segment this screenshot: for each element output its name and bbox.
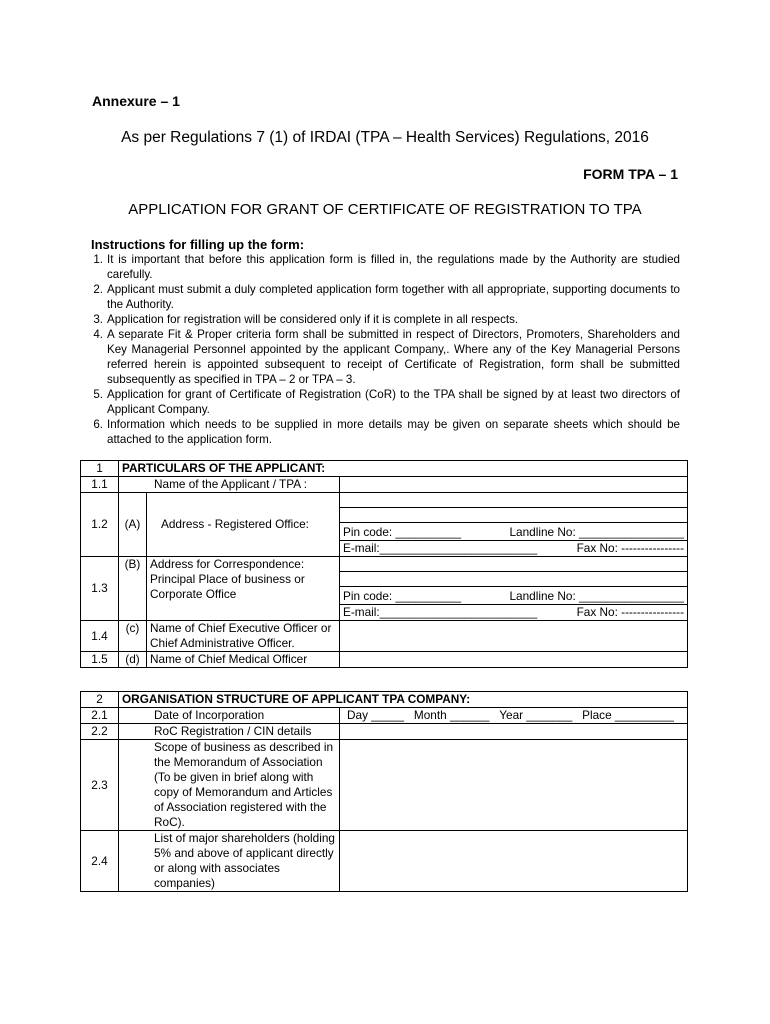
fax-field[interactable]: Fax No: ---------------- <box>576 605 684 619</box>
applicant-particulars-table <box>80 460 688 668</box>
correspondence-address-line-2[interactable] <box>340 572 688 587</box>
list-item <box>80 417 680 447</box>
correspondence-pin-landline[interactable] <box>340 587 688 605</box>
row-number: 2.3 <box>81 740 119 831</box>
row-sub-label: (c) <box>119 621 147 652</box>
correspondence-email-fax[interactable] <box>340 605 688 621</box>
fax-field[interactable]: Fax No: ---------------- <box>576 541 684 555</box>
item-number: 6. <box>93 418 103 431</box>
day-field[interactable]: Day _____ <box>347 708 405 722</box>
place-field[interactable]: Place _________ <box>582 708 674 722</box>
list-item <box>80 327 680 387</box>
table-row <box>81 493 688 508</box>
field-label: Address - Registered Office: <box>147 493 340 557</box>
item-number: 3. <box>93 313 103 326</box>
row-sub-label: (A) <box>119 493 147 557</box>
field-label: RoC Registration / CIN details <box>119 724 340 740</box>
field-label: Scope of business as described in the Memorandum of Association (To be given in brief along with copy of Memorandum and Articles of Association registered with the RoC). <box>119 740 340 831</box>
item-number: 5. <box>93 388 103 401</box>
cmo-name-input[interactable] <box>340 652 688 668</box>
row-number: 1.1 <box>81 477 119 493</box>
row-number: 2.1 <box>81 708 119 724</box>
landline-field[interactable]: Landline No: ________________ <box>509 589 684 603</box>
item-number: 1. <box>93 253 103 266</box>
annexure-label: Annexure – 1 <box>92 93 180 109</box>
email-field[interactable]: E-mail:________________________ <box>343 605 538 619</box>
table-row <box>81 477 688 493</box>
instructions-heading: Instructions for filling up the form: <box>91 237 305 252</box>
row-number: 2.2 <box>81 724 119 740</box>
row-number: 1.5 <box>81 652 119 668</box>
section-number: 1 <box>81 461 119 477</box>
item-number: 2. <box>93 283 103 296</box>
item-text: Applicant must submit a duly completed application form together with all appropriate, supporting documents to the Authority. <box>107 283 680 311</box>
page-title: APPLICATION FOR GRANT OF CERTIFICATE OF REGISTRATION TO TPA <box>128 201 642 218</box>
roc-details-input[interactable] <box>340 724 688 740</box>
major-shareholders-input[interactable] <box>340 831 688 892</box>
row-number: 1.4 <box>81 621 119 652</box>
list-item <box>80 282 680 312</box>
row-sub-label: (B) <box>119 557 147 621</box>
section-header-row <box>81 692 688 708</box>
table-row <box>81 557 688 572</box>
item-text: It is important that before this application form is filled in, the regulations made by the Authority are studied carefully. <box>107 253 680 281</box>
registered-email-fax[interactable] <box>340 541 688 557</box>
table-row <box>81 831 688 892</box>
organisation-structure-table <box>80 691 688 892</box>
landline-field[interactable]: Landline No: ________________ <box>509 525 684 539</box>
item-text: Application for grant of Certificate of Registration (CoR) to the TPA shall be signed by at least two directors of Applicant Company. <box>107 388 680 416</box>
list-item <box>80 312 680 327</box>
item-text: A separate Fit & Proper criteria form shall be submitted in respect of Directors, Promoters, Shareholders and Key Managerial Personnel appointed by the applicant Company,. Where any of the Key Managerial Persons referred herein is appointed subsequent to receipt of Certificate of Registration, form shall be submitted subsequently as specified in TPA – 2 or TPA – 3. <box>107 328 680 386</box>
pin-code-field[interactable]: Pin code: __________ <box>343 589 462 603</box>
field-label: Name of Chief Executive Officer or Chief Administrative Officer. <box>147 621 340 652</box>
registered-address-line-2[interactable] <box>340 508 688 523</box>
section-header-row <box>81 461 688 477</box>
row-sub-label: (d) <box>119 652 147 668</box>
table-row <box>81 724 688 740</box>
row-number: 1.2 <box>81 493 119 557</box>
list-item <box>80 252 680 282</box>
instructions-list <box>80 252 680 447</box>
field-label: Name of Chief Medical Officer <box>147 652 340 668</box>
row-number: 2.4 <box>81 831 119 892</box>
section-number: 2 <box>81 692 119 708</box>
regulation-reference: As per Regulations 7 (1) of IRDAI (TPA – Health Services) Regulations, 2016 <box>121 129 649 146</box>
registered-pin-landline[interactable] <box>340 523 688 541</box>
ceo-name-input[interactable] <box>340 621 688 652</box>
list-item <box>80 387 680 417</box>
row-number: 1.3 <box>81 557 119 621</box>
month-field[interactable]: Month ______ <box>413 708 490 722</box>
correspondence-address-line-1[interactable] <box>340 557 688 572</box>
field-label: Address for Correspondence: Principal Place of business or Corporate Office <box>147 557 340 621</box>
registered-address-line-1[interactable] <box>340 493 688 508</box>
form-number: FORM TPA – 1 <box>583 166 678 182</box>
item-number: 4. <box>93 328 103 341</box>
pin-code-field[interactable]: Pin code: __________ <box>343 525 462 539</box>
field-label: List of major shareholders (holding 5% and above of applicant directly or along with associates companies) <box>119 831 340 892</box>
table-row <box>81 621 688 652</box>
email-field[interactable]: E-mail:________________________ <box>343 541 538 555</box>
field-label: Date of Incorporation <box>119 708 340 724</box>
scope-of-business-input[interactable] <box>340 740 688 831</box>
item-text: Information which needs to be supplied in more details may be given on separate sheets which should be attached to the application form. <box>107 418 680 446</box>
applicant-name-input[interactable] <box>340 477 688 493</box>
section-heading: ORGANISATION STRUCTURE OF APPLICANT TPA COMPANY: <box>119 692 688 708</box>
incorporation-date-input[interactable] <box>340 708 688 724</box>
year-field[interactable]: Year _______ <box>499 708 573 722</box>
table-row <box>81 708 688 724</box>
table-row <box>81 740 688 831</box>
section-heading: PARTICULARS OF THE APPLICANT: <box>119 461 688 477</box>
table-row <box>81 652 688 668</box>
item-text: Application for registration will be considered only if it is complete in all respects. <box>107 313 519 326</box>
field-label: Name of the Applicant / TPA : <box>119 477 340 493</box>
